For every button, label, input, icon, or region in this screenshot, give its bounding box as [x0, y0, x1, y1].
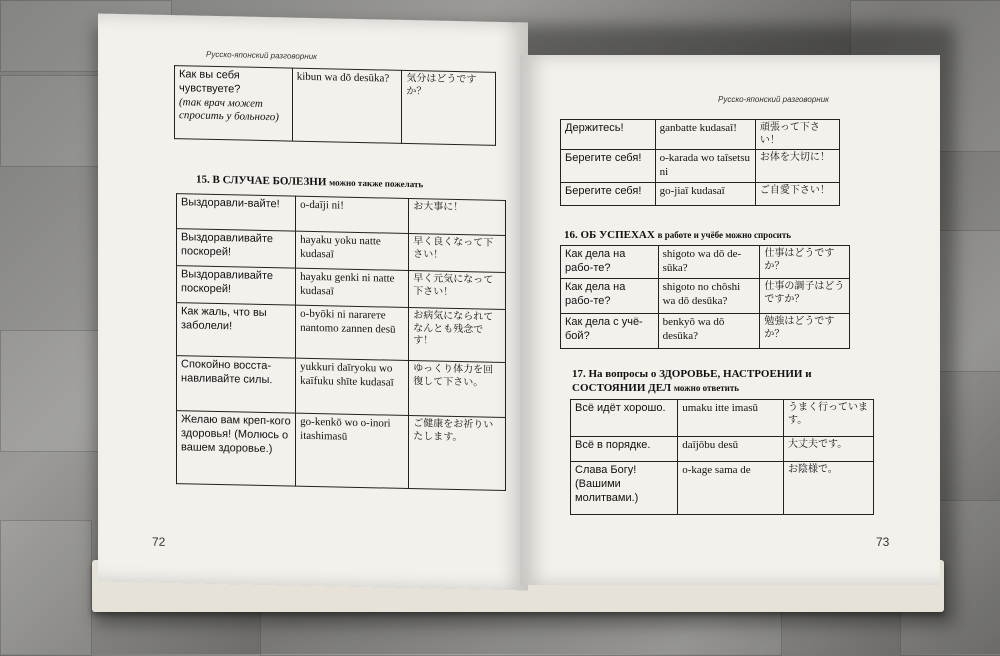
phrase-table-16 [560, 245, 850, 349]
romaji-cell: o-byōki ni narareте nantomo zannen desū [296, 305, 409, 360]
romaji-cell: shigoto no chōshi wa dō desūka? [658, 279, 760, 314]
japanese-cell: うまく行っています。 [784, 400, 874, 437]
russian-cell: Как дела с учё-бой? [561, 314, 659, 349]
romaji-cell: umaku itte imasū [678, 400, 784, 437]
russian-cell: Всё идёт хорошо. [571, 400, 678, 437]
romaji-cell: benkyō wa dō desūka? [658, 314, 760, 349]
russian-cell: Как дела на рабо-те? [561, 246, 659, 279]
russian-cell: Желаю вам креп-кого здоровья! (Молюсь о вашем здоровье.) [177, 411, 296, 486]
japanese-cell: お大事に！ [409, 199, 506, 236]
russian-cell: Всё в порядке. [571, 437, 678, 462]
russian-cell: Выздоравли-вайте! [177, 194, 296, 231]
japanese-cell: お体を大切に！ [755, 150, 839, 183]
table-row [571, 437, 874, 462]
romaji-cell: daījōbu desū [678, 437, 784, 462]
russian-cell: Выздоравливайте поскорей! [177, 266, 296, 305]
table-row [561, 183, 840, 206]
japanese-cell: お病気になられてなんとも残念です！ [409, 308, 506, 363]
russian-cell: Слава Богу! (Вашими молитвами.) [571, 462, 678, 515]
russian-cell: Держитесь! [561, 120, 656, 150]
japanese-cell: ご自愛下さい！ [755, 183, 839, 206]
russian-cell: Берегите себя! [561, 183, 656, 206]
right-page [520, 55, 940, 585]
table-row [177, 303, 506, 363]
romaji-cell: o-kage sama de [678, 462, 784, 515]
romaji-cell: go-jiaī kudasaī [655, 183, 755, 206]
table-row [571, 400, 874, 437]
romaji-cell: o-karada wo taīsetsu ni [655, 150, 755, 183]
table-row [561, 150, 840, 183]
japanese-cell: お陰様で。 [784, 462, 874, 515]
russian-text: Как вы себя чувствуете? [179, 68, 241, 96]
top-table-right [560, 119, 840, 206]
romaji-cell: o-daīji ni! [296, 196, 409, 233]
table-row [561, 314, 850, 349]
romaji-cell: ganbatte kudasaī! [655, 120, 755, 150]
russian-cell: Берегите себя! [561, 150, 656, 183]
wall-brick [0, 330, 102, 452]
japanese-cell: ゆっくり体力を回復して下さい。 [409, 361, 506, 418]
left-page [98, 13, 528, 590]
russian-cell: Как жаль, что вы заболели! [177, 303, 296, 358]
japanese-cell: 勉強はどうですか？ [760, 314, 850, 349]
wall-brick [0, 520, 92, 656]
romaji-cell: hayaku genki ni natte kudasaī [296, 268, 409, 307]
section-16-heading: 16. ОБ УСПЕХАХ в работе и учёбе можно спросить [564, 229, 792, 241]
japanese-cell: 大丈夫です。 [784, 437, 874, 462]
table-row [561, 120, 840, 150]
running-head: Русско-японский разговорник [206, 49, 317, 62]
page-number: 72 [152, 534, 166, 549]
section-17-heading: 17. На вопросы о ЗДОРОВЬЕ, НАСТРОЕНИИ и СОСТОЯНИИ ДЕЛ можно ответить [572, 368, 812, 395]
japanese-cell: ご健康をお祈りいたします。 [409, 416, 506, 491]
table-row [177, 411, 506, 491]
section-15-heading: 15. В СЛУЧАЕ БОЛЕЗНИ можно также пожелать [196, 173, 424, 190]
phrase-table-15 [176, 193, 506, 491]
japanese-cell: 仕事の調子はどうですか？ [760, 279, 850, 314]
japanese-cell: 頑張って下さい！ [755, 120, 839, 150]
japanese-cell: 早く元気になって下さい！ [409, 271, 506, 310]
russian-cell: Спокойно восста-навливайте силы. [177, 356, 296, 413]
russian-note: (так врач может спросить у больного) [179, 95, 279, 124]
romaji-cell: go-kenkō wo o-inori itashimasū [296, 413, 409, 488]
table-row [571, 462, 874, 515]
table-row [561, 279, 850, 314]
romaji-cell: kibun wa dō desūka? [292, 68, 402, 143]
japanese-cell: 仕事はどうですか？ [760, 246, 850, 279]
romaji-cell: shigoto wa dō de-sūka? [658, 246, 760, 279]
table-row [561, 246, 850, 279]
russian-cell: Выздоравливайте поскорей! [177, 229, 296, 268]
page-number: 73 [876, 535, 890, 549]
table-row [177, 356, 506, 418]
romaji-cell: hayaku yoku natte kudasaī [296, 231, 409, 270]
russian-cell [175, 66, 293, 141]
japanese-cell: 早く良くなって下さい！ [409, 234, 506, 273]
russian-cell: Как дела на рабо-те? [561, 279, 659, 314]
phrase-table-17 [570, 399, 874, 515]
japanese-cell: 気分はどうですか？ [402, 70, 496, 145]
running-head: Русско-японский разговорник [718, 95, 829, 104]
table-row [175, 66, 496, 146]
top-table [174, 65, 496, 146]
romaji-cell: yukkuri daīryoku wo kaīfuku shīte kudasaī [296, 358, 409, 415]
